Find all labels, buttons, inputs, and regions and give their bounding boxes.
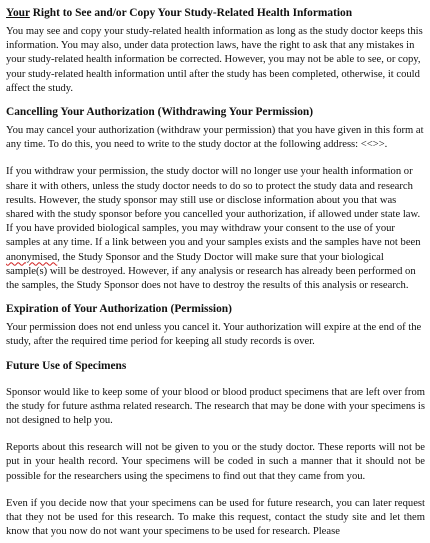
paragraph-right-to-see: You may see and copy your study-related health information as long as the study doctor keeps this information. You may also, under data protection laws, have the right to ask that any mistakes in your study-related health information be corrected. However, you may not be able to see, or copy, your study-related health information until after the study has been completed, otherwise, it could affect the study. [6,26,423,94]
heading-right-to-see-rest: Right to See and/or Copy Your Study-Related Health Information [29,7,353,19]
heading-expiration: Expiration of Your Authorization (Permission) [6,303,232,316]
document-page [6,6,425,539]
heading-right-to-see [6,6,425,20]
paragraph-expiration: Your permission does not end unless you cancel it. Your authorization will expire at the end of the study, after the required time period for keeping all study records is over. [6,322,422,348]
paragraph-cancel-effects [6,165,425,293]
heading-future-use-specimens: Future Use of Specimens [6,359,127,372]
paragraph-specimens-keep: Sponsor would like to keep some of your blood or blood product specimens that are left over from the study for future asthma related research. The research that may be done with your specimens is not designed to help you. [6,386,425,427]
paragraph-cancel-how: You may cancel your authorization (withdraw your permission) that you have given in this form at any time. To do this, you need to write to the study doctor at the following address: <<>>. [6,125,424,151]
heading-cancelling-authorization: Cancelling Your Authorization (Withdrawing Your Permission) [6,106,314,119]
spellcheck-flagged-word: anonymised [6,251,58,263]
paragraph-cancel-effects-part1: If you withdraw your permission, the study doctor will no longer use your health information or share it with others, unless the study doctor needs to do so to protect the study data and research results. However, the study sponsor may still use or disclose information about you that was shared with the study sponsor before you cancelled your authorization, if allowed under state law. If you have provided biological samples, you may withdraw your consent to the use of your samples at any time. If a link between you and your samples exists and the samples have not been [6,166,421,249]
paragraph-specimens-withdraw: Even if you decide now that your specimens can be used for future research, you can later request that they not be used for this research. To make this request, contact the study site and let them know that you now do not want your specimens to be used for research. Please [6,497,425,538]
paragraph-cancel-effects-part2: , the Study Sponsor and the Study Doctor will make sure that your biological sample(s) will be destroyed. However, if any analysis or research has already been performed on the samples, the Study Sponsor does not have to destroy the results of this analysis or research. [6,251,416,292]
paragraph-specimens-reports: Reports about this research will not be given to you or the study doctor. These reports will not be put in your health record. Your specimens will be coded in such a manner that it should not be possible for the researchers using the specimens to find out that they came from you. [6,442,425,482]
heading-right-to-see-first-word: Your [6,7,30,19]
